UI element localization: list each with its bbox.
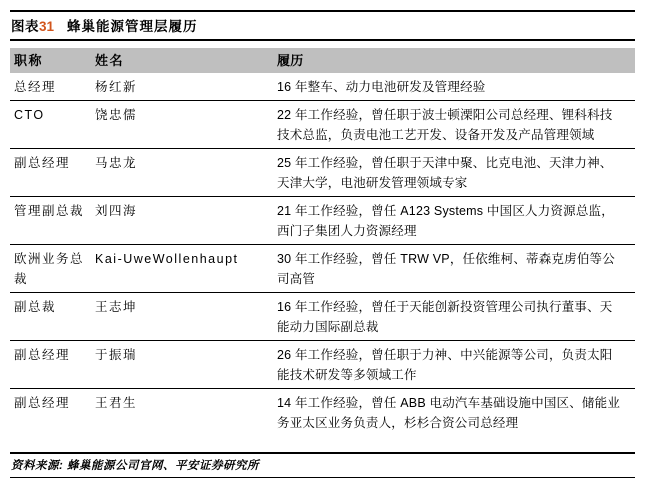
cell-name: 王君生 xyxy=(95,396,138,410)
figure-title-bar xyxy=(10,10,635,41)
column-header-resume: 履历 xyxy=(277,53,304,68)
table-row xyxy=(10,245,635,293)
column-header-name: 姓名 xyxy=(95,53,125,68)
cell-resume: 22 年工作经验，曾任职于波士顿溧阳公司总经理、锂科科技技术总监，负责电池工艺开发、设备开发及产品管理领域 xyxy=(277,108,613,142)
table-row xyxy=(10,293,635,341)
figure-content xyxy=(10,10,635,478)
management-table xyxy=(10,48,635,436)
cell-name: 王志坤 xyxy=(95,300,138,314)
table-row xyxy=(10,197,635,245)
table-row xyxy=(10,73,635,101)
figure-title: 蜂巢能源管理层履历 xyxy=(67,19,198,34)
cell-position: CTO xyxy=(14,108,45,122)
cell-position: 总经理 xyxy=(14,80,57,94)
data-source-note: 资料来源: 蜂巢能源公司官网、平安证券研究所 xyxy=(10,452,635,478)
cell-resume: 26 年工作经验，曾任职于力神、中兴能源等公司，负责太阳能技术研发等多领域工作 xyxy=(277,348,613,382)
cell-name: 杨红新 xyxy=(95,80,138,94)
cell-name: 马忠龙 xyxy=(95,156,138,170)
cell-position: 欧洲业务总裁 xyxy=(14,252,85,286)
cell-position: 副总经理 xyxy=(14,156,71,170)
cell-name: 饶忠儒 xyxy=(95,108,138,122)
cell-name: Kai-UweWollenhaupt xyxy=(95,252,239,266)
cell-resume: 14 年工作经验，曾任 ABB 电动汽车基础设施中国区、储能业务亚太区业务负责人，杉杉合资公司总经理 xyxy=(277,396,621,430)
cell-name: 刘四海 xyxy=(95,204,138,218)
cell-resume: 25 年工作经验，曾任职于天津中聚、比克电池、天津力神、天津大学，电池研发管理领域专家 xyxy=(277,156,613,190)
column-header-position: 职称 xyxy=(14,53,44,68)
figure-number: 31 xyxy=(39,19,55,34)
cell-resume: 30 年工作经验，曾任 TRW VP，任依维柯、蒂森克虏伯等公司高管 xyxy=(277,252,615,286)
table-row xyxy=(10,341,635,389)
cell-position: 副总裁 xyxy=(14,300,57,314)
table-header-row xyxy=(10,48,635,73)
cell-position: 副总经理 xyxy=(14,396,71,410)
cell-position: 管理副总裁 xyxy=(14,204,85,218)
table-row xyxy=(10,101,635,149)
cell-resume: 16 年整车、动力电池研发及管理经验 xyxy=(277,80,486,94)
cell-position: 副总经理 xyxy=(14,348,71,362)
table-row xyxy=(10,149,635,197)
cell-name: 于振瑞 xyxy=(95,348,138,362)
table-row xyxy=(10,389,635,436)
cell-resume: 16 年工作经验，曾任于天能创新投资管理公司执行董事、天能动力国际副总裁 xyxy=(277,300,613,334)
figure-label: 图表 xyxy=(11,19,39,34)
cell-resume: 21 年工作经验，曾任 A123 Systems 中国区人力资源总监，西门子集团人力资源经理 xyxy=(277,204,614,238)
